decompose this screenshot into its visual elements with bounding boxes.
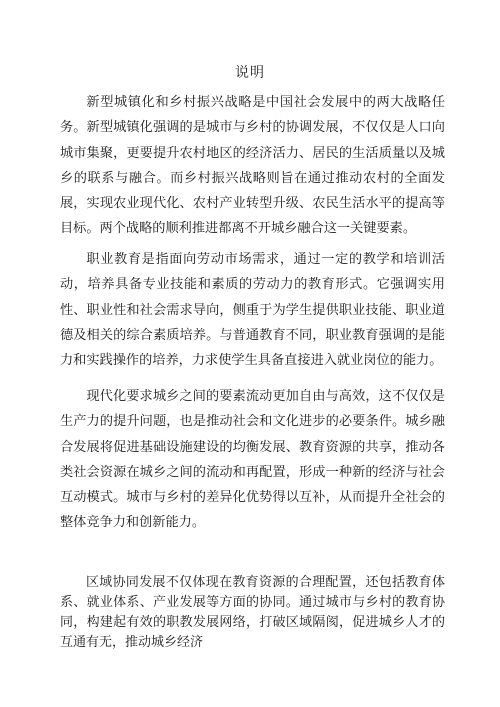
paragraph-3: 现代化要求城乡之间的要素流动更加自由与高效，这不仅仅是生产力的提升问题，也是推动社会和文化进步的必要条件。城乡融合发展将促进基础设施建设的均衡发展、教育资源的共享，推动各类社会资源在城乡之间的流动和再配置，形成一种新的经济与社会互动模式。城市与乡村的差异化优势得以互补，从而提升全社会的整体竞争力和创新能力。 xyxy=(60,389,445,531)
paragraph-2: 职业教育是指面向劳动市场需求，通过一定的教学和培训活动，培养具备专业技能和素质的劳动力的教育形式。它强调实用性、职业性和社会需求导向，侧重于为学生提供职业技能、职业道德及相关的综合素质培养。与普通教育不同，职业教育强调的是能力和实践操作的培养，力求使学生具备直接进入就业岗位的能力。 xyxy=(60,252,445,369)
paragraph-4: 区域协同发展不仅体现在教育资源的合理配置，还包括教育体系、就业体系、产业发展等方面的协同。通过城市与乡村的教育协同，构建起有效的职教发展网络，打破区域隔阂，促进城乡人才的互通有无，推动城乡经济 xyxy=(60,575,445,650)
document-title: 说明 xyxy=(235,65,265,81)
paragraph-1: 新型城镇化和乡村振兴战略是中国社会发展中的两大战略任务。新型城镇化强调的是城市与乡村的协调发展，不仅仅是人口向城市集聚，更要提升农村地区的经济活力、居民的生活质量以及城乡的联系与融合。而乡村振兴战略则旨在通过推动农村的全面发展，实现农业现代化、农村产业转型升级、农民生活水平的提高等目标。两个战略的顺利推进都离不开城乡融合这一关键要素。 xyxy=(60,95,445,237)
